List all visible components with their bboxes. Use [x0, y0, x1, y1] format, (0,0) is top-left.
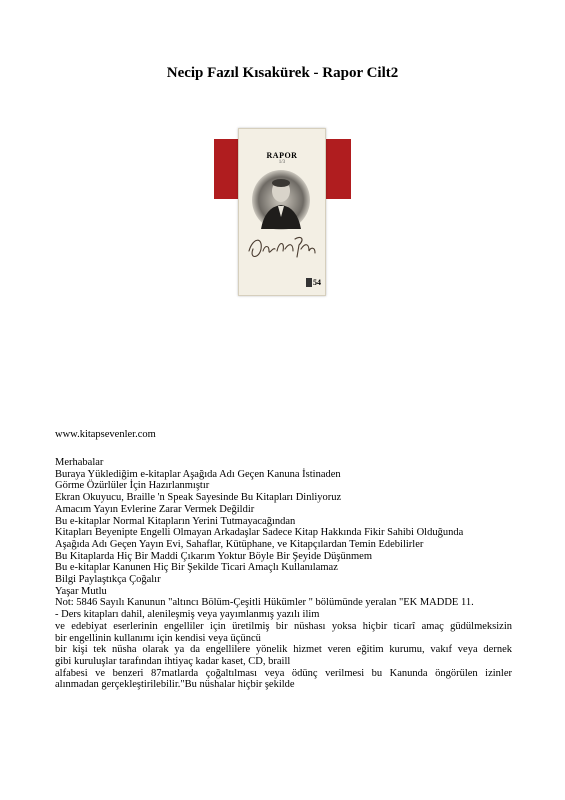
text-line: Buraya Yüklediğim e-kitaplar Aşağıda Adı Geçen Kanuna İstinaden: [55, 468, 341, 480]
text-line: Amacım Yayın Evlerine Zarar Vermek Değildir: [55, 503, 255, 515]
text-line: Aşağıda Adı Geçen Yayın Evi, Sahaflar, Kütüphane, ve Kitapçılardan Temin Edebilirler: [55, 538, 424, 550]
text-line: Yaşar Mutlu: [55, 585, 107, 597]
text-line: alınmadan gerçekleştirilebilir."Bu nüshalar hiçbir şekilde: [55, 679, 295, 691]
text-line: Not: 5846 Sayılı Kanunun "altıncı Bölüm-Çeşitli Hükümler " bölümünde yeralan "EK MADDE 11.: [55, 597, 474, 609]
book-cover: [238, 128, 326, 296]
cover-stamp-icon: [306, 278, 312, 287]
cover-subtitle: 1/3: [278, 160, 286, 165]
text-line: bir kişi tek nüsha olarak ya da engellilere yönelik hizmet veren eğitim kurumu, vakıf veya dernek: [55, 644, 512, 656]
cover-title: RAPOR: [266, 151, 298, 160]
body-text: [55, 457, 512, 691]
text-line: Bu e-kitaplar Normal Kitapların Yerini Tutmayacağından: [55, 515, 296, 527]
text-line: gibi kuruluşlar tarafından ihtiyaç kadar kaset, CD, braill: [55, 655, 291, 667]
text-line: - Ders kitapları dahil, alenileşmiş veya yayımlanmış yazılı ilim: [55, 609, 320, 621]
text-line: ve edebiyat eserlerinin engelliler için üretilmiş bir nüshası yoksa hiçbir ticarî amaç güdülmeksizin: [55, 620, 512, 632]
text-line: Ekran Okuyucu, Braille 'n Speak Sayesinde Bu Kitapları Dinliyoruz: [55, 492, 342, 504]
page-title: Necip Fazıl Kısakürek - Rapor Cilt2: [166, 65, 399, 81]
author-signature: [245, 233, 319, 263]
text-line: alfabesi ve benzeri 87matlarda çoğaltılması veya ödünç verilmesi bu Kanunda öngörülen izinler: [55, 667, 512, 679]
text-line: Bilgi Paylaştıkça Çoğalır: [55, 574, 161, 586]
author-portrait: [251, 169, 311, 231]
text-line: bir engellinin kullanımı için kendisi veya üçüncü: [55, 632, 261, 644]
site-link[interactable]: www.kitapsevenler.com: [55, 429, 156, 440]
text-line: Kitapları Beyenipte Engelli Olmayan Arkadaşlar Sadece Kitap Hakkında Fikir Sahibi Olduğunda: [55, 527, 464, 539]
text-line: Bu Kitaplarda Hiç Bir Maddi Çıkarım Yoktur Böyle Bir Şeyide Düşünmem: [55, 550, 373, 562]
text-line: Görme Özürlüler İçin Hazırlanmıştır: [55, 480, 210, 492]
text-line: Bu e-kitaplar Kanunen Hiç Bir Şekilde Ticari Amaçlı Kullanılamaz: [55, 562, 338, 574]
text-line: Merhabalar: [55, 457, 104, 468]
cover-number: 54: [313, 278, 321, 287]
